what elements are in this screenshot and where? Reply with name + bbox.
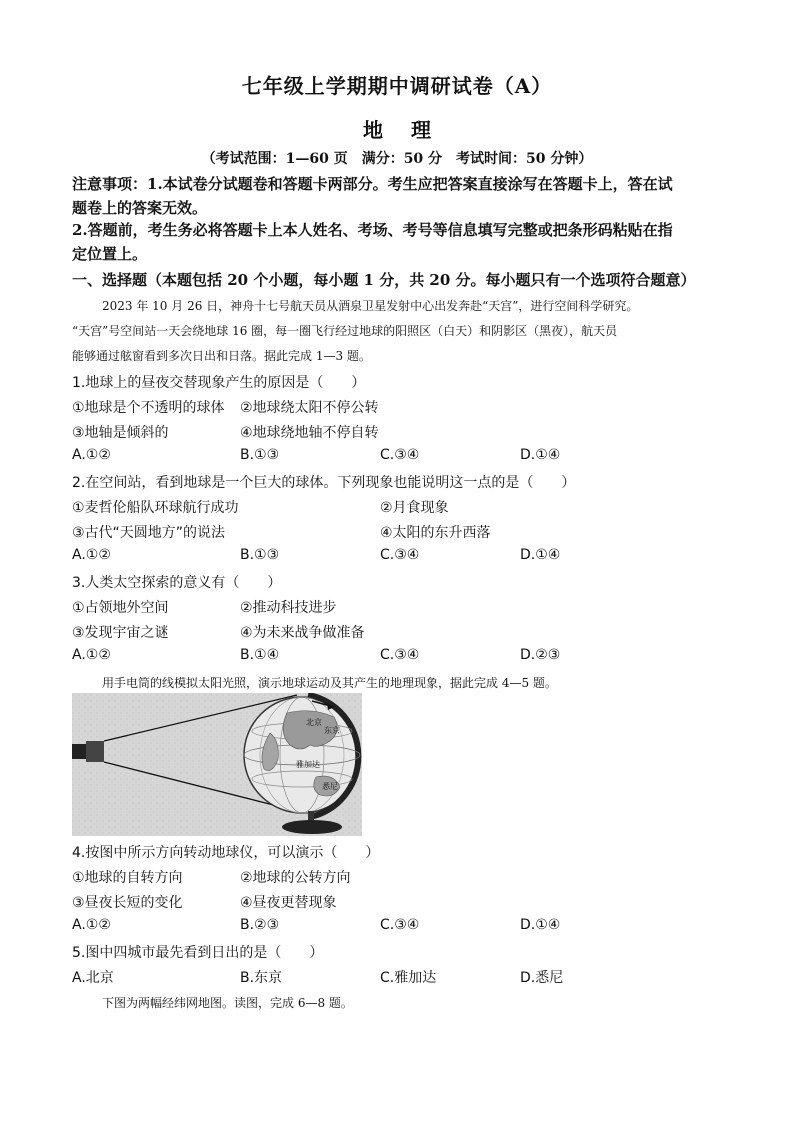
q1-statement-3: ③地轴是倾斜的: [72, 425, 169, 441]
q5-option-c[interactable]: C.雅加达: [380, 970, 437, 986]
q3-option-d[interactable]: D.②③: [520, 647, 561, 663]
q1-statement-1: ①地球是个不透明的球体: [72, 400, 225, 416]
subject-title: 地理: [363, 118, 459, 142]
q2-option-d[interactable]: D.①④: [520, 547, 561, 563]
notice-line-4: 定位置上。: [72, 245, 148, 263]
q4-statement-1: ①地球的自转方向: [72, 870, 183, 886]
q4-option-a[interactable]: A.①②: [72, 917, 111, 933]
globe-stand: [282, 820, 342, 834]
q4-statement-4: ④昼夜更替现象: [240, 895, 337, 911]
passage-1-line-1: 2023 年 10 月 26 日，神舟十七号航天员从酒泉卫星发射中心出发奔赴“天宫”，进行空间科学研究。: [102, 299, 639, 313]
question-4-stem: 4.按图中所示方向转动地球仪，可以演示（ ）: [72, 845, 380, 861]
q3-statement-3: ③发现宇宙之谜: [72, 625, 169, 641]
q2-statement-1: ①麦哲伦船队环球航行成功: [72, 500, 239, 516]
notice-line-2: 题卷上的答案无效。: [72, 199, 208, 217]
section-heading-choice: 一、选择题（本题包括 20 个小题，每小题 1 分，共 20 分。每小题只有一个选项符合题意）: [72, 271, 696, 289]
passage-1-line-3: 能够通过舷窗看到多次日出和日落。据此完成 1—3 题。: [72, 349, 371, 363]
city-label-sydney: 悉尼: [322, 782, 338, 791]
q1-option-a[interactable]: A.①②: [72, 447, 111, 463]
q5-option-a[interactable]: A.北京: [72, 970, 114, 986]
notice-line-3: 2.答题前，考生务必将答题卡上本人姓名、考场、考号等信息填写完整或把条形码粘贴在指: [72, 221, 673, 239]
flashlight-icon: [72, 744, 86, 759]
city-label-beijing: 北京: [306, 718, 322, 727]
passage-1-line-2: “天宫”号空间站一天会绕地球 16 圈，每一圈飞行经过地球的阳照区（白天）和阴影区（黑夜），航天员: [72, 324, 618, 338]
city-label-tokyo: 东京: [324, 726, 340, 735]
q4-statement-3: ③昼夜长短的变化: [72, 895, 183, 911]
question-2-stem: 2.在空间站，看到地球是一个巨大的球体。下列现象也能说明这一点的是（ ）: [72, 475, 576, 491]
q3-option-c[interactable]: C.③④: [380, 647, 420, 663]
q2-option-a[interactable]: A.①②: [72, 547, 111, 563]
globe-figure: [72, 693, 362, 836]
q1-option-d[interactable]: D.①④: [520, 447, 561, 463]
q3-option-a[interactable]: A.①②: [72, 647, 111, 663]
q1-statement-4: ④地球绕地轴不停自转: [240, 425, 379, 441]
q2-statement-2: ②月食现象: [380, 500, 449, 516]
question-5-stem: 5.图中四城市最先看到日出的是（ ）: [72, 945, 324, 961]
q3-statement-4: ④为未来战争做准备: [240, 625, 365, 641]
q3-option-b[interactable]: B.①④: [240, 647, 280, 663]
q2-statement-3: ③古代“天圆地方”的说法: [72, 525, 226, 541]
q1-statement-2: ②地球绕太阳不停公转: [240, 400, 379, 416]
q4-statement-2: ②地球的公转方向: [240, 870, 351, 886]
q4-option-d[interactable]: D.①④: [520, 917, 561, 933]
city-label-jakarta: 雅加达: [296, 760, 320, 769]
q5-option-b[interactable]: B.东京: [240, 970, 283, 986]
q4-option-c[interactable]: C.③④: [380, 917, 420, 933]
q2-option-c[interactable]: C.③④: [380, 547, 420, 563]
exam-info: （考试范围：1—60 页 满分：50 分 考试时间：50 分钟）: [201, 151, 593, 167]
question-1-stem: 1.地球上的昼夜交替现象产生的原因是（ ）: [72, 375, 366, 391]
passage-2: 用手电筒的线模拟太阳光照，演示地球运动及其产生的地理现象，据此完成 4—5 题。: [102, 676, 557, 690]
q2-statement-4: ④太阳的东升西落: [380, 525, 491, 541]
q2-option-b[interactable]: B.①③: [240, 547, 280, 563]
q3-statement-2: ②推动科技进步: [240, 600, 337, 616]
q1-option-b[interactable]: B.①③: [240, 447, 280, 463]
q3-statement-1: ①占领地外空间: [72, 600, 169, 616]
globe-illustration: [72, 693, 362, 836]
notice-line-1: 注意事项：1.本试卷分试题卷和答题卡两部分。考生应把答案直接涂写在答题卡上，答在试: [72, 175, 673, 193]
exam-title: 七年级上学期期中调研试卷（A）: [241, 74, 553, 98]
passage-3: 下图为两幅经纬网地图。读图，完成 6—8 题。: [102, 996, 353, 1010]
q1-option-c[interactable]: C.③④: [380, 447, 420, 463]
q5-option-d[interactable]: D.悉尼: [520, 970, 564, 986]
q4-option-b[interactable]: B.②③: [240, 917, 280, 933]
question-3-stem: 3.人类太空探索的意义有（ ）: [72, 575, 282, 591]
